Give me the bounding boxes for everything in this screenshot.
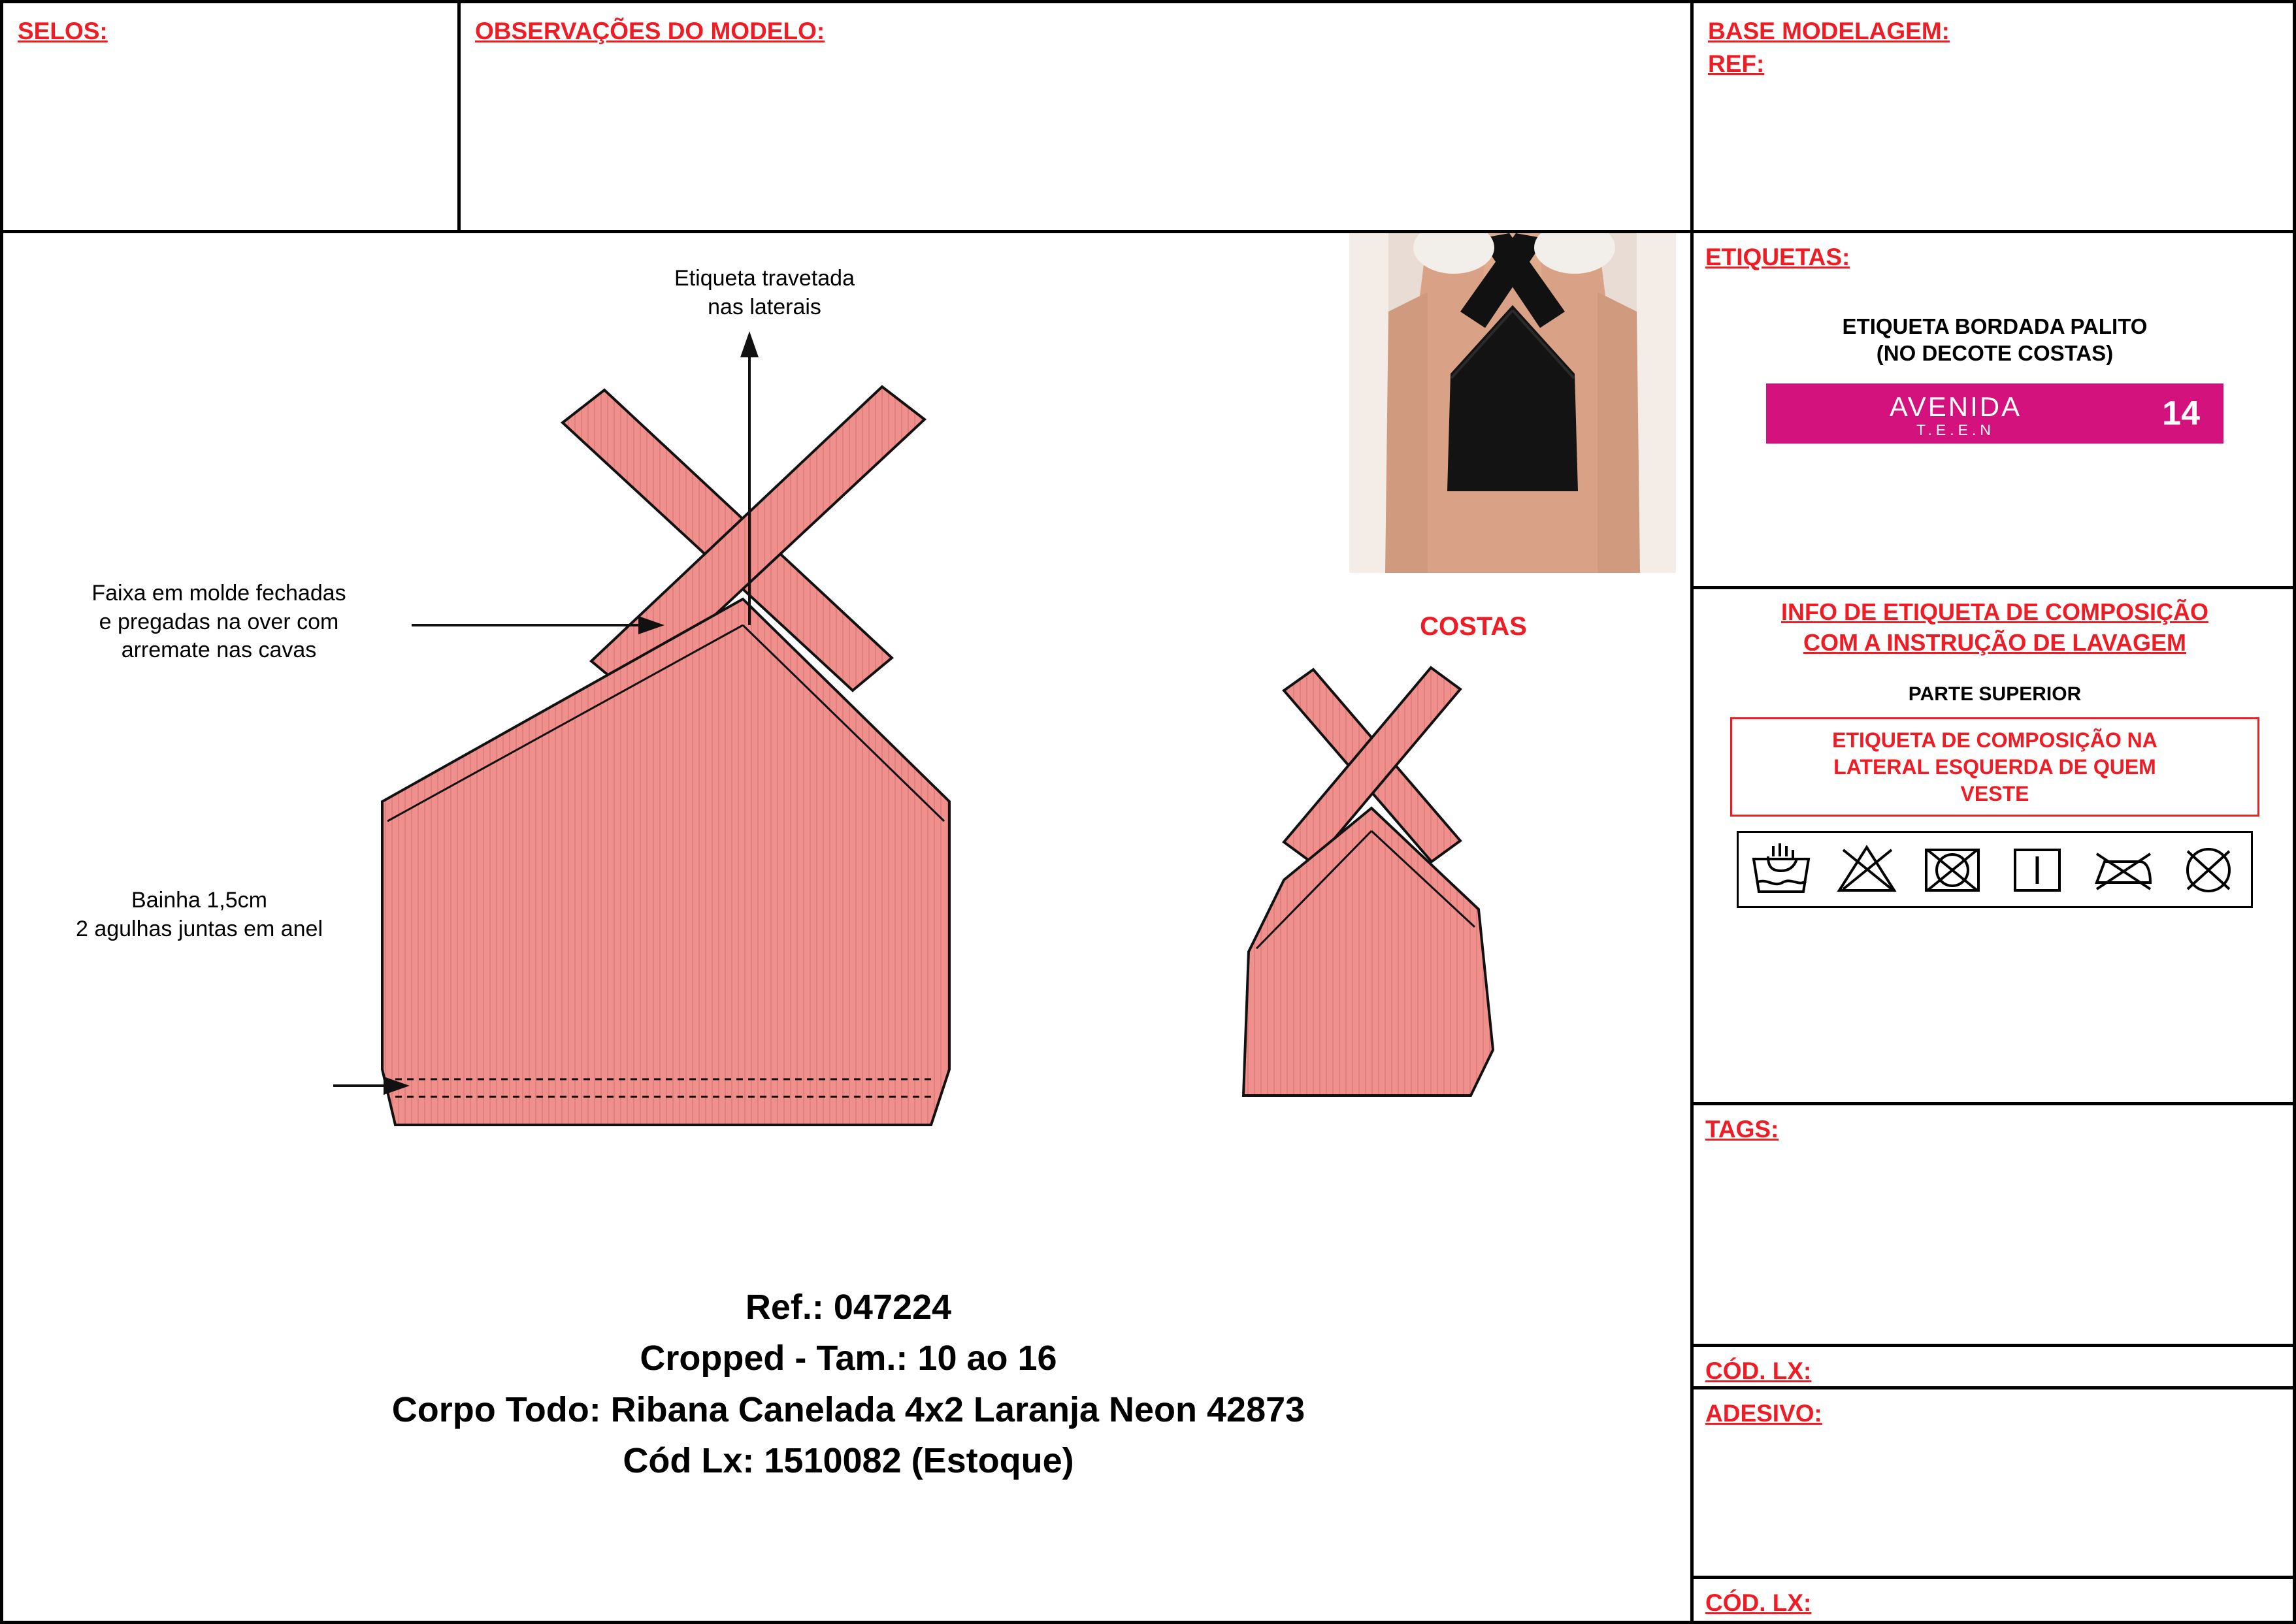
note-band-line1: Faixa em molde fechadas: [91, 581, 346, 606]
cod-lx-label-2: CÓD. LX:: [1705, 1589, 1812, 1616]
front-view: [333, 331, 949, 1125]
right-info-panel: [1694, 233, 2296, 1624]
care-symbols-row: [1737, 831, 2253, 908]
adesivo-label: ADESIVO:: [1705, 1400, 1822, 1427]
note-band-construction: [23, 579, 415, 665]
tags-section: [1694, 1105, 2296, 1347]
bordada-title: [1705, 313, 2284, 367]
composition-heading-line2: COM A INSTRUÇÃO DE LAVAGEM: [1803, 628, 2186, 656]
do-not-bleach-icon: [1834, 842, 1899, 897]
composition-section-heading: [1705, 597, 2284, 658]
etiquetas-label: ETIQUETAS:: [1705, 244, 1850, 270]
note-band-line2: e pregadas na over com: [99, 609, 339, 634]
base-modelagem-cell: [1694, 3, 2296, 230]
note-hem-line2: 2 agulhas juntas em anel: [75, 916, 323, 941]
parte-superior-label: PARTE SUPERIOR: [1908, 683, 2082, 705]
brand-size-number: 14: [2162, 395, 2200, 433]
tags-label: TAGS:: [1705, 1116, 1779, 1143]
spec-fabric: Corpo Todo: Ribana Canelada 4x2 Laranja Neon 42873: [391, 1389, 1305, 1429]
composition-placement-note: [1730, 717, 2259, 817]
note-hem-line1: Bainha 1,5cm: [131, 888, 267, 913]
cod-lx-section-2: [1694, 1579, 2296, 1624]
back-view-label: COSTAS: [1420, 612, 1527, 641]
do-not-tumble-dry-icon: [1920, 842, 1985, 897]
do-not-iron-icon: [2090, 842, 2156, 897]
spec-ref: Ref.: 047224: [745, 1288, 952, 1327]
brand-label-swatch: [1766, 383, 2223, 444]
header-band: [3, 3, 2296, 233]
back-view: [1243, 668, 1493, 1096]
product-spec-text: [3, 1282, 1694, 1486]
technical-drawing-panel: [3, 233, 1694, 1624]
selos-cell: [3, 3, 461, 230]
cod-lx-section: [1694, 1347, 2296, 1389]
ref-label: REF:: [1708, 50, 1765, 77]
adesivo-section: [1694, 1389, 2296, 1579]
drip-dry-icon: [2005, 842, 2070, 897]
observacoes-label: OBSERVAÇÕES DO MODELO:: [475, 18, 825, 44]
note-band-line3: arremate nas cavas: [121, 638, 317, 663]
note-hem: [16, 886, 382, 943]
cod-lx-label: CÓD. LX:: [1705, 1357, 1812, 1384]
base-modelagem-label: BASE MODELAGEM:: [1708, 18, 1950, 44]
spec-codlx: Cód Lx: 1510082 (Estoque): [623, 1440, 1074, 1480]
main-area: [3, 233, 2296, 1624]
composition-note-line2: LATERAL ESQUERDA DE QUEM: [1833, 755, 2156, 779]
note-strap-bartack: [611, 265, 918, 321]
leader-arrow-top: [740, 331, 759, 357]
do-not-dry-clean-icon: [2176, 842, 2241, 897]
hand-wash-icon: [1748, 842, 1814, 897]
spec-style-sizes: Cropped - Tam.: 10 ao 16: [640, 1339, 1057, 1378]
back-body: [1243, 808, 1493, 1096]
composition-note-line1: ETIQUETA DE COMPOSIÇÃO NA: [1832, 728, 2157, 752]
brand-name: AVENIDA: [1889, 391, 2022, 423]
observacoes-cell: [461, 3, 1694, 230]
composition-note-line3: VESTE: [1960, 781, 2029, 805]
reference-photo: [1349, 233, 1676, 573]
bordada-line1: ETIQUETA BORDADA PALITO: [1842, 314, 2148, 338]
composition-label-section: [1694, 589, 2296, 1105]
bordada-line2: (NO DECOTE COSTAS): [1876, 341, 2114, 366]
composition-heading-line1: INFO DE ETIQUETA DE COMPOSIÇÃO: [1780, 598, 2209, 625]
brand-subname: T.E.E.N: [1916, 421, 1995, 439]
note-strap-bartack-line2: nas laterais: [708, 294, 821, 319]
etiquetas-section: [1694, 233, 2296, 589]
note-strap-bartack-line1: Etiqueta travetada: [674, 266, 855, 291]
selos-label: SELOS:: [18, 18, 108, 44]
